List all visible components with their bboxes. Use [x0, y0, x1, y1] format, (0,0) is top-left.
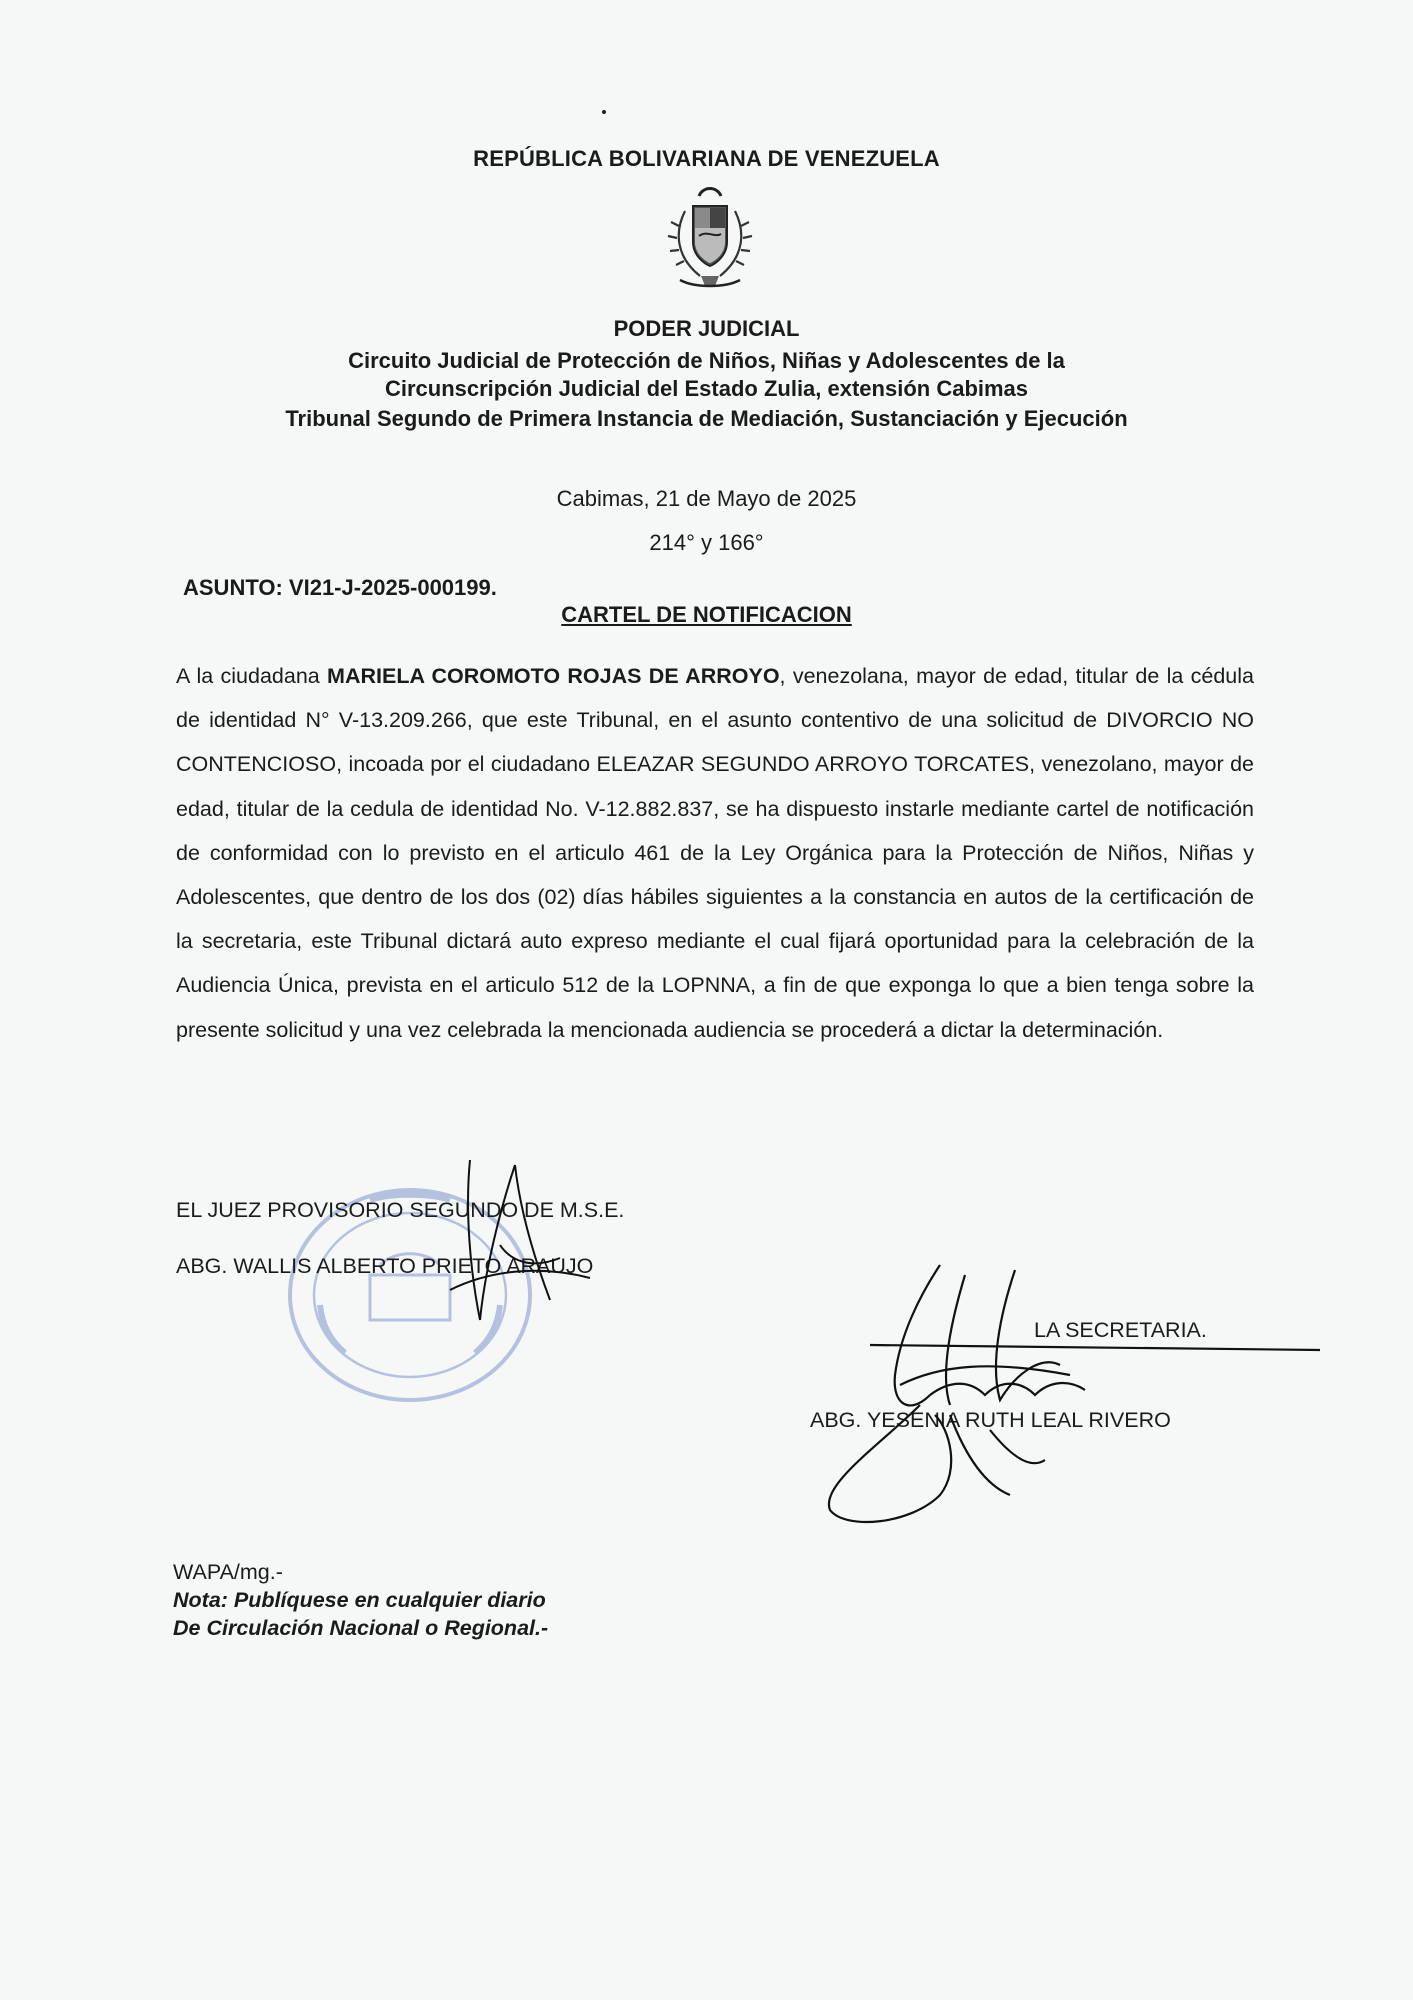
- independence-years: 214° y 166°: [649, 530, 764, 555]
- body-text: , venezolana, mayor de edad, titular de la cédula de identidad N° V-13.209.266, que este Tribunal, en el asunto contentivo de una solicitud de DIVORCIO NO CONTENCIOSO, incoada por el ciudadano ELEAZAR SEGUNDO ARROYO TORCATES, venezolano, mayor de edad, titular de la cedula de identidad No. V-12.882.837, se ha dispuesto instarle mediante cartel de notificación de conformidad con lo previsto en el articulo 461 de la Ley Orgánica para la Protección de Niños, Niñas y Adolescentes, que dentro de los dos (02) días hábiles siguientes a la constancia en autos de la certificación de la secretaria, este Tribunal dictará auto expreso mediante el cual fijará oportunidad para la celebración de la Audiencia Única, prevista en el articulo 512 de la LOPNNA, a fin de que exponga lo que a bien tenga sobre la presente solicitud y una vez celebrada la mencionada audiencia se procederá a dictar la determinación.: [176, 664, 1254, 1042]
- document-title: CARTEL DE NOTIFICACION: [561, 602, 852, 627]
- addressee-name: MARIELA COROMOTO ROJAS DE ARROYO: [327, 664, 780, 688]
- country-heading: REPÚBLICA BOLIVARIANA DE VENEZUELA: [473, 146, 940, 171]
- secretary-title: LA SECRETARIA.: [1034, 1318, 1207, 1342]
- judge-title: EL JUEZ PROVISORIO SEGUNDO DE M.S.E.: [176, 1198, 625, 1222]
- judge-signature: [440, 1150, 600, 1330]
- notification-body: [176, 654, 1254, 1052]
- court-heading-line-2: Circunscripción Judicial del Estado Zulia, extensión Cabimas: [384, 376, 1029, 401]
- court-heading-line-3: Tribunal Segundo de Primera Instancia de Mediación, Sustanciación y Ejecución: [285, 406, 1128, 431]
- coat-of-arms-icon: [655, 176, 765, 296]
- secretary-signature: [800, 1255, 1340, 1555]
- place-and-date: Cabimas, 21 de Mayo de 2025: [556, 486, 857, 511]
- judge-name: ABG. WALLIS ALBERTO PRIETO ARAUJO: [176, 1254, 594, 1278]
- body-intro: A la ciudadana: [176, 664, 328, 688]
- case-subject: ASUNTO: VI21-J-2025-000199.: [183, 575, 497, 600]
- reference-initials: WAPA/mg.-: [173, 1560, 283, 1584]
- publication-note-line-2: De Circulación Nacional o Regional.-: [173, 1616, 549, 1640]
- stray-mark: [602, 110, 606, 114]
- court-seal-stamp: [250, 1155, 570, 1415]
- judicial-power-heading: PODER JUDICIAL: [613, 316, 800, 341]
- publication-note-line-1: Nota: Publíquese en cualquier diario: [173, 1588, 546, 1612]
- secretary-name: ABG. YESENIA RUTH LEAL RIVERO: [810, 1408, 1171, 1432]
- court-heading-line-1: Circuito Judicial de Protección de Niños, Niñas y Adolescentes de la: [348, 348, 1065, 373]
